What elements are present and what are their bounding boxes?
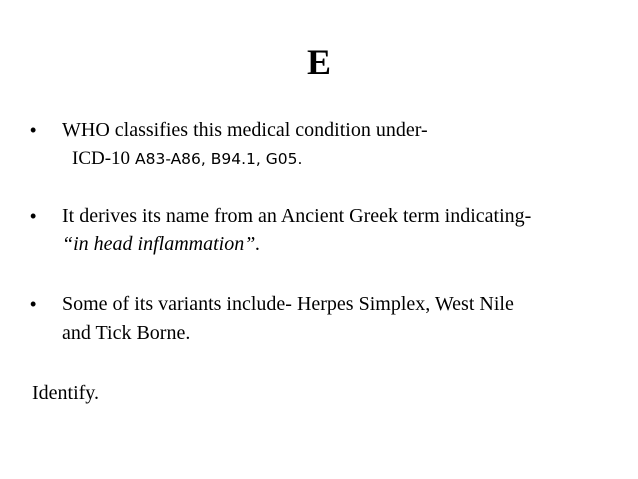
icd-code-line (72, 146, 302, 172)
bullet-text: WHO classifies this medical condition under- (62, 119, 428, 141)
greek-meaning-text: in head inflammation (73, 233, 245, 255)
icd-code-prefix: ICD-10 (72, 148, 131, 169)
icd-code-values: A83-A86, B94.1, G05. (130, 150, 303, 168)
bullet-marker: • (30, 206, 37, 226)
greek-meaning-line (62, 231, 260, 257)
bullet-text-continued: and Tick Borne. (62, 322, 191, 344)
quote-open: “ (62, 233, 74, 255)
bullet-marker: • (30, 294, 37, 314)
quote-close: ”. (244, 233, 261, 255)
bullet-text: Some of its variants include- Herpes Simplex, West Nile (62, 293, 514, 315)
slide-title: E (306, 42, 331, 82)
closing-prompt: Identify. (32, 382, 100, 404)
bullet-marker: • (30, 120, 37, 140)
bullet-text: It derives its name from an Ancient Greek term indicating- (62, 205, 532, 227)
